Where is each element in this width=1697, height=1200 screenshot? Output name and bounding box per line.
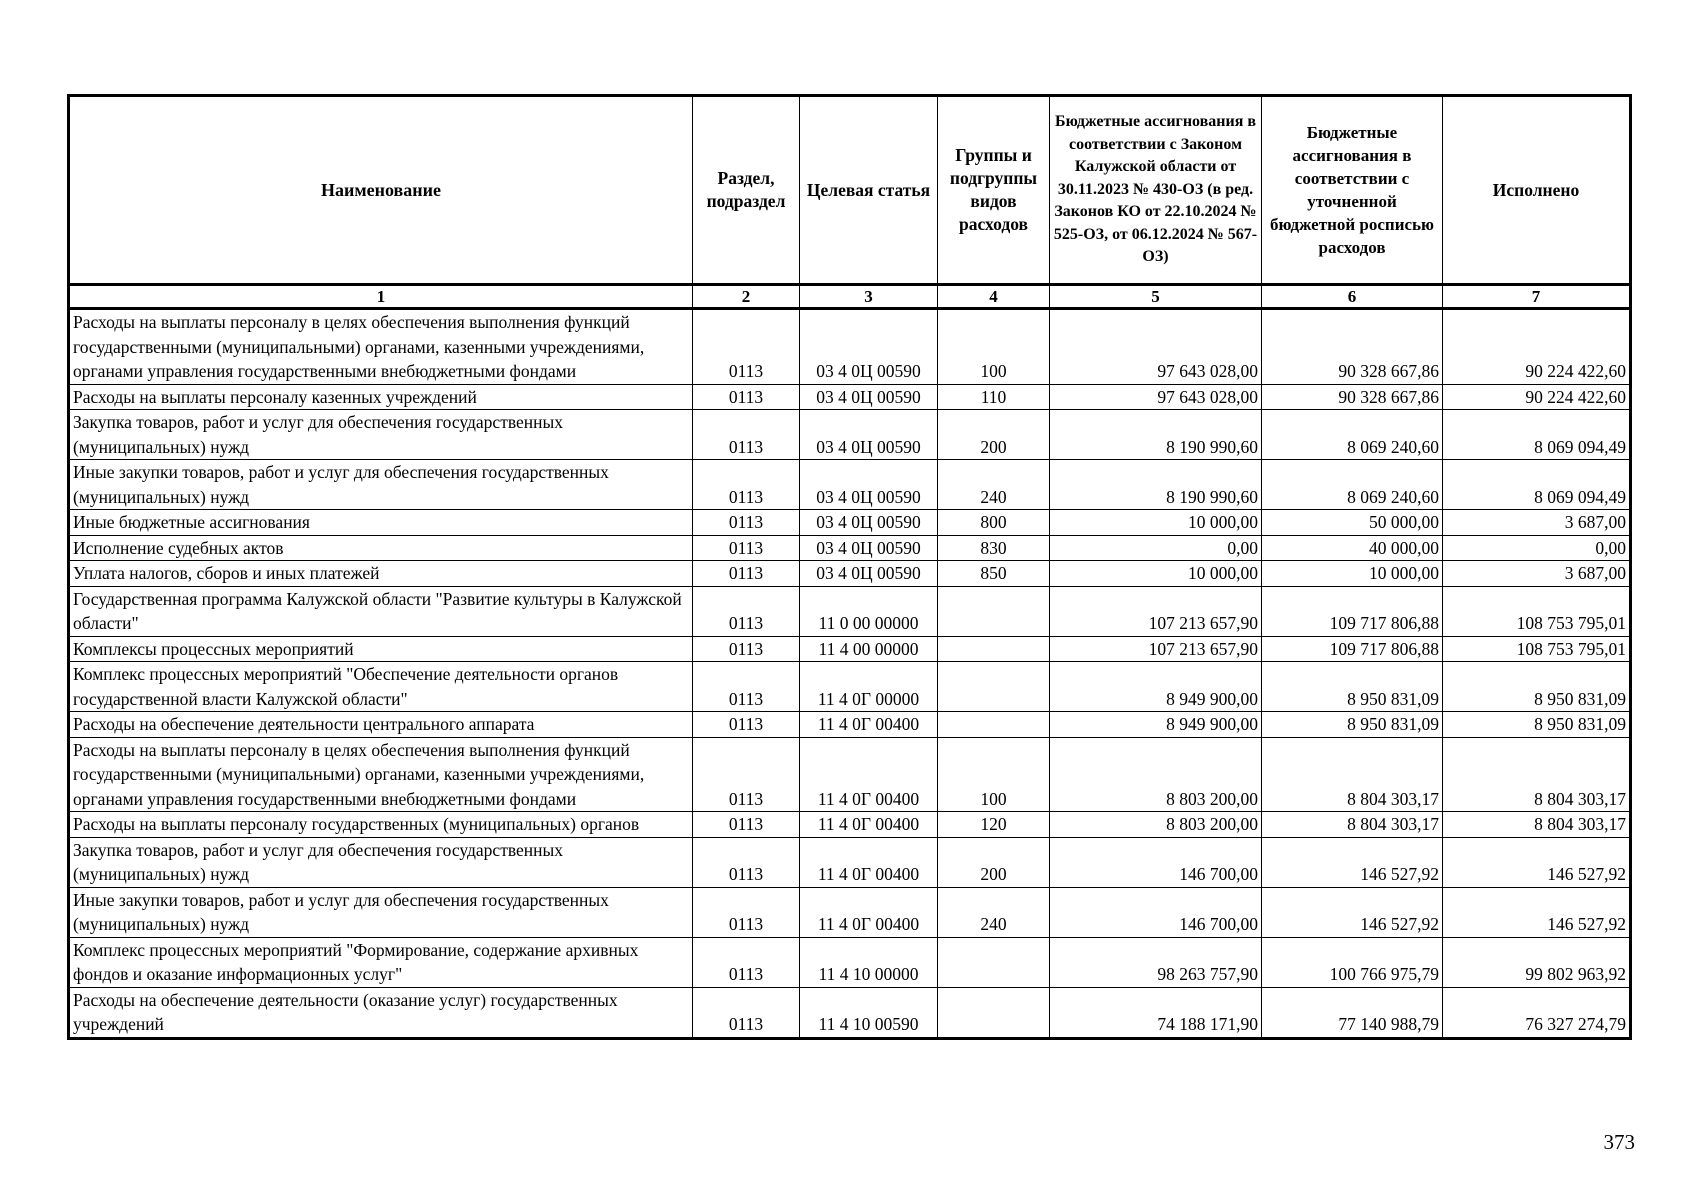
header-target-article: Целевая статья: [800, 96, 938, 285]
row-name: Комплекс процессных мероприятий "Обеспечение деятельности органов государственной власти Калужской области": [69, 662, 693, 712]
row-target-article: 11 0 00 00000: [800, 586, 938, 636]
row-target-article: 03 4 0Ц 00590: [800, 309, 938, 385]
row-executed-amount: 108 753 795,01: [1443, 586, 1631, 636]
row-target-article: 11 4 0Г 00400: [800, 837, 938, 887]
row-target-article: 03 4 0Ц 00590: [800, 535, 938, 561]
table-row: [69, 987, 1631, 1038]
row-executed-amount: 0,00: [1443, 535, 1631, 561]
table-row: [69, 662, 1631, 712]
row-name: Закупка товаров, работ и услуг для обеспечения государственных (муниципальных) нужд: [69, 837, 693, 887]
row-approved-amount: 146 700,00: [1050, 887, 1262, 937]
header-executed: Исполнено: [1443, 96, 1631, 285]
row-approved-amount: 107 213 657,90: [1050, 636, 1262, 662]
row-approved-amount: 8 190 990,60: [1050, 460, 1262, 510]
row-expense-group: 200: [938, 410, 1050, 460]
row-name: Иные закупки товаров, работ и услуг для обеспечения государственных (муниципальных) нужд: [69, 887, 693, 937]
row-target-article: 03 4 0Ц 00590: [800, 384, 938, 410]
row-section: 0113: [693, 887, 800, 937]
header-name: Наименование: [69, 96, 693, 285]
row-target-article: 11 4 10 00590: [800, 987, 938, 1038]
row-name: Комплексы процессных мероприятий: [69, 636, 693, 662]
row-name: Расходы на выплаты персоналу в целях обеспечения выполнения функций государственными (муниципальными) органами, казенными учреждениями, органами управления государственными внебюджетными фондами: [69, 309, 693, 385]
row-section: 0113: [693, 586, 800, 636]
row-executed-amount: 3 687,00: [1443, 510, 1631, 536]
row-executed-amount: 8 069 094,49: [1443, 410, 1631, 460]
row-refined-amount: 10 000,00: [1262, 561, 1443, 587]
row-approved-amount: 8 949 900,00: [1050, 662, 1262, 712]
row-expense-group: [938, 636, 1050, 662]
row-approved-amount: 146 700,00: [1050, 837, 1262, 887]
table-row: [69, 410, 1631, 460]
row-expense-group: 240: [938, 887, 1050, 937]
table-row: [69, 636, 1631, 662]
row-approved-amount: 97 643 028,00: [1050, 384, 1262, 410]
row-target-article: 03 4 0Ц 00590: [800, 460, 938, 510]
row-name: Уплата налогов, сборов и иных платежей: [69, 561, 693, 587]
row-target-article: 11 4 0Г 00400: [800, 887, 938, 937]
row-approved-amount: 97 643 028,00: [1050, 309, 1262, 385]
row-target-article: 11 4 0Г 00400: [800, 737, 938, 812]
column-number: 3: [800, 285, 938, 309]
column-number: 1: [69, 285, 693, 309]
row-target-article: 11 4 10 00000: [800, 937, 938, 987]
row-executed-amount: 90 224 422,60: [1443, 309, 1631, 385]
row-executed-amount: 76 327 274,79: [1443, 987, 1631, 1038]
row-executed-amount: 3 687,00: [1443, 561, 1631, 587]
row-refined-amount: 109 717 806,88: [1262, 636, 1443, 662]
column-number: 4: [938, 285, 1050, 309]
row-section: 0113: [693, 937, 800, 987]
row-expense-group: 120: [938, 812, 1050, 838]
row-section: 0113: [693, 837, 800, 887]
row-section: 0113: [693, 535, 800, 561]
row-approved-amount: 8 949 900,00: [1050, 712, 1262, 738]
row-approved-amount: 8 190 990,60: [1050, 410, 1262, 460]
table-row: [69, 561, 1631, 587]
row-name: Закупка товаров, работ и услуг для обеспечения государственных (муниципальных) нужд: [69, 410, 693, 460]
row-expense-group: 100: [938, 309, 1050, 385]
table-row: [69, 309, 1631, 385]
column-number-row: [69, 285, 1631, 309]
table-row: [69, 837, 1631, 887]
table-row: [69, 384, 1631, 410]
table-row: [69, 535, 1631, 561]
row-expense-group: [938, 662, 1050, 712]
row-section: 0113: [693, 712, 800, 738]
row-approved-amount: 10 000,00: [1050, 561, 1262, 587]
row-target-article: 03 4 0Ц 00590: [800, 510, 938, 536]
row-expense-group: 110: [938, 384, 1050, 410]
table-row: [69, 510, 1631, 536]
table-row: [69, 712, 1631, 738]
header-refined-allocations: Бюджетные ассигнования в соответствии с уточненной бюджетной росписью расходов: [1262, 96, 1443, 285]
row-section: 0113: [693, 460, 800, 510]
row-name: Расходы на выплаты персоналу государственных (муниципальных) органов: [69, 812, 693, 838]
row-executed-amount: 108 753 795,01: [1443, 636, 1631, 662]
row-executed-amount: 8 804 303,17: [1443, 812, 1631, 838]
row-expense-group: 240: [938, 460, 1050, 510]
row-name: Расходы на обеспечение деятельности (оказание услуг) государственных учреждений: [69, 987, 693, 1038]
row-refined-amount: 50 000,00: [1262, 510, 1443, 536]
row-section: 0113: [693, 636, 800, 662]
row-name: Расходы на выплаты персоналу казенных учреждений: [69, 384, 693, 410]
row-section: 0113: [693, 662, 800, 712]
row-target-article: 03 4 0Ц 00590: [800, 561, 938, 587]
row-section: 0113: [693, 384, 800, 410]
row-refined-amount: 90 328 667,86: [1262, 384, 1443, 410]
row-refined-amount: 40 000,00: [1262, 535, 1443, 561]
row-expense-group: [938, 712, 1050, 738]
row-approved-amount: 10 000,00: [1050, 510, 1262, 536]
row-section: 0113: [693, 812, 800, 838]
row-target-article: 03 4 0Ц 00590: [800, 410, 938, 460]
row-section: 0113: [693, 510, 800, 536]
row-approved-amount: 0,00: [1050, 535, 1262, 561]
row-executed-amount: 8 804 303,17: [1443, 737, 1631, 812]
row-expense-group: 850: [938, 561, 1050, 587]
row-approved-amount: 8 803 200,00: [1050, 812, 1262, 838]
row-approved-amount: 98 263 757,90: [1050, 937, 1262, 987]
row-refined-amount: 8 950 831,09: [1262, 662, 1443, 712]
row-name: Исполнение судебных актов: [69, 535, 693, 561]
row-refined-amount: 8 069 240,60: [1262, 460, 1443, 510]
table-row: [69, 937, 1631, 987]
row-approved-amount: 8 803 200,00: [1050, 737, 1262, 812]
row-section: 0113: [693, 410, 800, 460]
column-number: 5: [1050, 285, 1262, 309]
row-name: Расходы на обеспечение деятельности центрального аппарата: [69, 712, 693, 738]
row-refined-amount: 146 527,92: [1262, 837, 1443, 887]
row-executed-amount: 8 950 831,09: [1443, 662, 1631, 712]
row-target-article: 11 4 0Г 00000: [800, 662, 938, 712]
row-target-article: 11 4 0Г 00400: [800, 712, 938, 738]
row-name: Государственная программа Калужской области "Развитие культуры в Калужской области": [69, 586, 693, 636]
row-section: 0113: [693, 561, 800, 587]
row-executed-amount: 146 527,92: [1443, 887, 1631, 937]
header-approved-allocations: Бюджетные ассигнования в соответствии с Законом Калужской области от 30.11.2023 № 430-ОЗ (в ред. Законов КО от 22.10.2024 № 525-ОЗ, от 06.12.2024 № 567-ОЗ): [1050, 96, 1262, 285]
row-executed-amount: 99 802 963,92: [1443, 937, 1631, 987]
row-target-article: 11 4 0Г 00400: [800, 812, 938, 838]
row-refined-amount: 8 804 303,17: [1262, 737, 1443, 812]
row-refined-amount: 8 804 303,17: [1262, 812, 1443, 838]
row-target-article: 11 4 00 00000: [800, 636, 938, 662]
row-approved-amount: 107 213 657,90: [1050, 586, 1262, 636]
row-expense-group: 830: [938, 535, 1050, 561]
budget-table: [67, 94, 1632, 1040]
row-executed-amount: 8 069 094,49: [1443, 460, 1631, 510]
column-number: 7: [1443, 285, 1631, 309]
row-expense-group: [938, 987, 1050, 1038]
row-refined-amount: 90 328 667,86: [1262, 309, 1443, 385]
row-expense-group: 800: [938, 510, 1050, 536]
row-name: Иные бюджетные ассигнования: [69, 510, 693, 536]
row-expense-group: 100: [938, 737, 1050, 812]
table-header-row: [69, 96, 1631, 285]
table-row: [69, 812, 1631, 838]
row-section: 0113: [693, 737, 800, 812]
row-refined-amount: 109 717 806,88: [1262, 586, 1443, 636]
row-expense-group: 200: [938, 837, 1050, 887]
column-number: 6: [1262, 285, 1443, 309]
row-refined-amount: 100 766 975,79: [1262, 937, 1443, 987]
table-row: [69, 887, 1631, 937]
page-number: 373: [1603, 1130, 1635, 1154]
row-section: 0113: [693, 309, 800, 385]
table-body: [69, 309, 1631, 1039]
row-section: 0113: [693, 987, 800, 1038]
table-row: [69, 737, 1631, 812]
header-section: Раздел, подраздел: [693, 96, 800, 285]
row-name: Расходы на выплаты персоналу в целях обеспечения выполнения функций государственными (муниципальными) органами, казенными учреждениями, органами управления государственными внебюджетными фондами: [69, 737, 693, 812]
row-expense-group: [938, 586, 1050, 636]
row-executed-amount: 146 527,92: [1443, 837, 1631, 887]
table-row: [69, 460, 1631, 510]
row-expense-group: [938, 937, 1050, 987]
row-name: Комплекс процессных мероприятий "Формирование, содержание архивных фондов и оказание информационных услуг": [69, 937, 693, 987]
header-expense-group: Группы и подгруппы видов расходов: [938, 96, 1050, 285]
row-refined-amount: 146 527,92: [1262, 887, 1443, 937]
table-row: [69, 586, 1631, 636]
row-executed-amount: 90 224 422,60: [1443, 384, 1631, 410]
budget-table-container: [67, 94, 1629, 1040]
row-refined-amount: 8 069 240,60: [1262, 410, 1443, 460]
row-name: Иные закупки товаров, работ и услуг для обеспечения государственных (муниципальных) нужд: [69, 460, 693, 510]
column-number: 2: [693, 285, 800, 309]
row-refined-amount: 8 950 831,09: [1262, 712, 1443, 738]
row-refined-amount: 77 140 988,79: [1262, 987, 1443, 1038]
row-approved-amount: 74 188 171,90: [1050, 987, 1262, 1038]
row-executed-amount: 8 950 831,09: [1443, 712, 1631, 738]
